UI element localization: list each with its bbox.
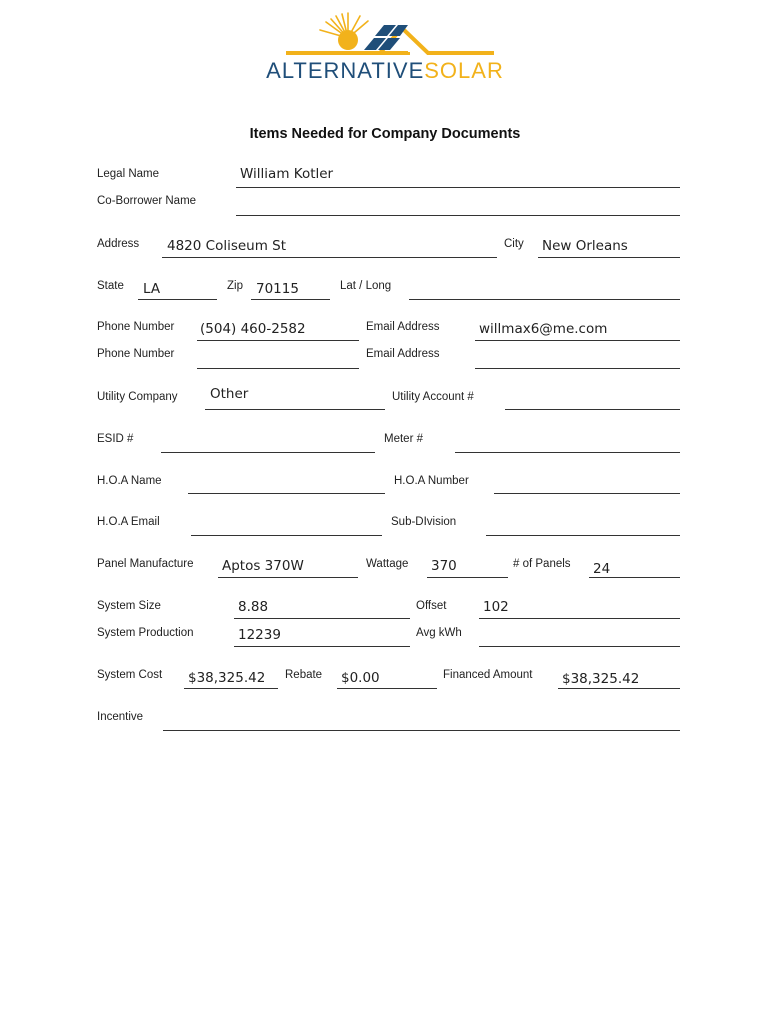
rebate-field[interactable] <box>337 688 437 689</box>
subdivision-label: Sub-DIvision <box>391 516 457 528</box>
state-label: State <box>97 280 124 292</box>
city-value[interactable]: New Orleans <box>542 238 628 254</box>
financed-amount-value[interactable]: $38,325.42 <box>562 671 640 687</box>
system-cost-label: System Cost <box>97 669 163 681</box>
rebate-label: Rebate <box>285 669 323 681</box>
offset-value[interactable]: 102 <box>483 599 509 615</box>
panel-manufacture-field[interactable] <box>218 577 358 578</box>
system-size-field[interactable] <box>234 618 410 619</box>
zip-label: Zip <box>227 280 243 292</box>
system-production-field[interactable] <box>234 646 410 647</box>
wattage-value[interactable]: 370 <box>431 558 457 574</box>
system-production-value[interactable]: 12239 <box>238 627 281 643</box>
zip-field[interactable] <box>251 299 330 300</box>
utility-account-field[interactable] <box>505 409 680 410</box>
panel-manufacture-value[interactable]: Aptos 370W <box>222 558 304 574</box>
esid-label: ESID # <box>97 433 134 445</box>
form-title: Items Needed for Company Documents <box>249 126 521 142</box>
incentive-field[interactable] <box>163 730 680 731</box>
hoa-name-label: H.O.A Name <box>97 475 162 487</box>
hoa-email-label: H.O.A Email <box>97 516 160 528</box>
email1-label: Email Address <box>366 321 440 333</box>
city-label: City <box>504 238 524 250</box>
avg-kwh-label: Avg kWh <box>416 627 462 639</box>
wattage-field[interactable] <box>427 577 508 578</box>
legal-name-value[interactable]: William Kotler <box>240 166 334 182</box>
hoa-number-label: H.O.A Number <box>394 475 469 487</box>
avg-kwh-field[interactable] <box>479 646 680 647</box>
email2-field[interactable] <box>475 368 680 369</box>
system-cost-value[interactable]: $38,325.42 <box>188 670 266 686</box>
address-value[interactable]: 4820 Coliseum St <box>167 238 287 254</box>
esid-field[interactable] <box>161 452 375 453</box>
utility-company-field[interactable] <box>205 409 385 410</box>
system-cost-field[interactable] <box>184 688 278 689</box>
system-size-label: System Size <box>97 600 161 612</box>
financed-amount-field[interactable] <box>558 688 680 689</box>
utility-company-label: Utility Company <box>97 391 178 403</box>
utility-account-label: Utility Account # <box>392 391 474 403</box>
meter-label: Meter # <box>384 433 423 445</box>
panel-manufacture-label: Panel Manufacture <box>97 558 194 570</box>
wattage-label: Wattage <box>366 558 409 570</box>
address-label: Address <box>97 238 140 250</box>
financed-amount-label: Financed Amount <box>443 669 533 681</box>
offset-label: Offset <box>416 600 447 612</box>
num-panels-field[interactable] <box>589 577 680 578</box>
hoa-number-field[interactable] <box>494 493 680 494</box>
email1-field[interactable] <box>475 340 680 341</box>
system-production-label: System Production <box>97 627 194 639</box>
zip-value[interactable]: 70115 <box>256 281 299 297</box>
hoa-name-field[interactable] <box>188 493 385 494</box>
phone2-label: Phone Number <box>97 348 175 360</box>
rebate-value[interactable]: $0.00 <box>341 670 380 686</box>
legal-name-field[interactable] <box>236 187 680 188</box>
meter-field[interactable] <box>455 452 680 453</box>
phone2-field[interactable] <box>197 368 359 369</box>
state-value[interactable]: LA <box>143 281 161 297</box>
hoa-email-field[interactable] <box>191 535 382 536</box>
email1-value[interactable]: willmax6@me.com <box>479 321 608 337</box>
address-field[interactable] <box>162 257 497 258</box>
coborrower-label: Co-Borrower Name <box>97 195 197 207</box>
logo-word-solar: SOLAR <box>424 58 504 83</box>
phone1-value[interactable]: (504) 460-2582 <box>200 321 306 337</box>
logo-wordmark <box>0 58 770 84</box>
offset-field[interactable] <box>479 618 680 619</box>
phone1-label: Phone Number <box>97 321 175 333</box>
num-panels-label: # of Panels <box>513 558 571 570</box>
email2-label: Email Address <box>366 348 440 360</box>
state-field[interactable] <box>138 299 217 300</box>
logo-word-alternative: ALTERNATIVE <box>266 58 425 83</box>
sun-roof-icon <box>280 8 500 58</box>
latlong-label: Lat / Long <box>340 280 392 292</box>
num-panels-value[interactable]: 24 <box>593 561 611 577</box>
phone1-field[interactable] <box>197 340 359 341</box>
legal-name-label: Legal Name <box>97 168 160 180</box>
coborrower-field[interactable] <box>236 215 680 216</box>
system-size-value[interactable]: 8.88 <box>238 599 269 615</box>
incentive-label: Incentive <box>97 711 144 723</box>
subdivision-field[interactable] <box>486 535 680 536</box>
latlong-field[interactable] <box>409 299 680 300</box>
utility-company-value[interactable]: Other <box>210 386 249 402</box>
city-field[interactable] <box>538 257 680 258</box>
